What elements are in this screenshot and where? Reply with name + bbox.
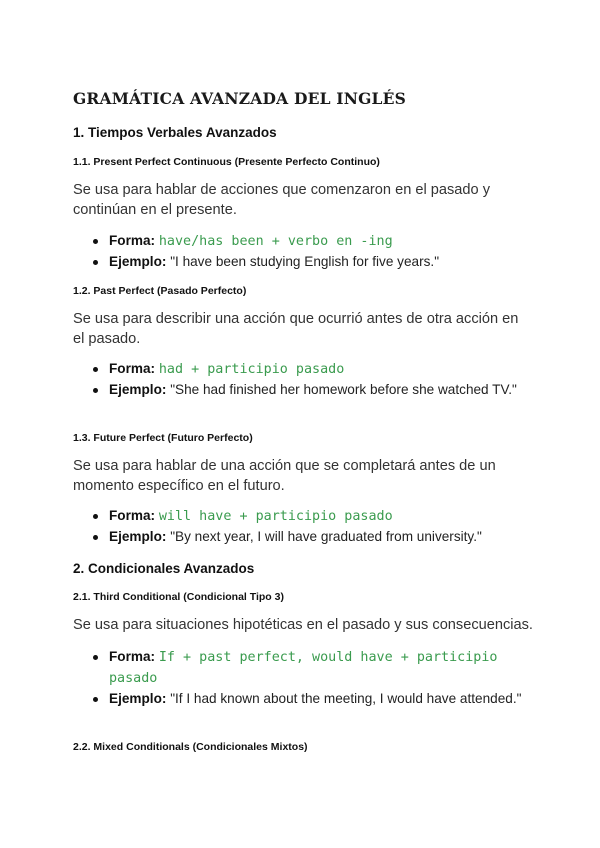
subsection-heading: 1.3. Future Perfect (Futuro Perfecto) — [73, 432, 253, 444]
list-item — [93, 380, 533, 400]
forma-code: If + past perfect, would have + participio pasado — [109, 650, 498, 686]
ejemplo-label: Ejemplo: — [109, 254, 167, 269]
forma-code: will have + participio pasado — [158, 509, 393, 524]
list-item — [93, 506, 533, 527]
list-item — [93, 689, 533, 709]
ejemplo-label: Ejemplo: — [109, 691, 167, 706]
forma-label: Forma: — [109, 233, 156, 248]
subsection-heading: 2.1. Third Conditional (Condicional Tipo 3) — [73, 591, 284, 603]
paragraph: Se usa para situaciones hipotéticas en el pasado y sus consecuencias. — [73, 617, 533, 633]
ejemplo-label: Ejemplo: — [109, 529, 167, 544]
ejemplo-text: "If I had known about the meeting, I would have attended." — [170, 691, 522, 706]
forma-label: Forma: — [109, 649, 156, 664]
bullet-list — [93, 231, 533, 272]
subsection-heading: 1.2. Past Perfect (Pasado Perfecto) — [73, 285, 247, 297]
forma-code: had + participio pasado — [158, 362, 345, 377]
list-item — [93, 647, 533, 689]
paragraph: Se usa para hablar de acciones que comenzaron en el pasado y continúan en el presente. — [73, 182, 491, 218]
list-item — [93, 252, 533, 272]
section-heading: 2. Condicionales Avanzados — [73, 561, 255, 576]
forma-label: Forma: — [109, 508, 156, 523]
list-item — [93, 359, 533, 380]
subsection-heading: 1.1. Present Perfect Continuous (Presente Perfecto Continuo) — [73, 156, 380, 168]
forma-label: Forma: — [109, 361, 156, 376]
ejemplo-text: "By next year, I will have graduated from university." — [170, 529, 482, 544]
list-item — [93, 527, 533, 547]
ejemplo-text: "She had finished her homework before she watched TV." — [170, 382, 517, 397]
list-item — [93, 231, 533, 252]
paragraph: Se usa para hablar de una acción que se completará antes de un momento específico en el futuro. — [73, 458, 496, 494]
bullet-list — [93, 359, 533, 400]
bullet-list — [93, 506, 533, 547]
paragraph: Se usa para describir una acción que ocurrió antes de otra acción en el pasado. — [73, 311, 519, 347]
document-title: GRAMÁTICA AVANZADA DEL INGLÉS — [73, 89, 407, 108]
ejemplo-text: "I have been studying English for five years." — [170, 254, 440, 269]
section-heading: 1. Tiempos Verbales Avanzados — [73, 125, 277, 140]
subsection-heading: 2.2. Mixed Conditionals (Condicionales Mixtos) — [73, 741, 308, 753]
bullet-list — [93, 647, 533, 709]
forma-code: have/has been + verbo en -ing — [158, 234, 393, 249]
ejemplo-label: Ejemplo: — [109, 382, 167, 397]
